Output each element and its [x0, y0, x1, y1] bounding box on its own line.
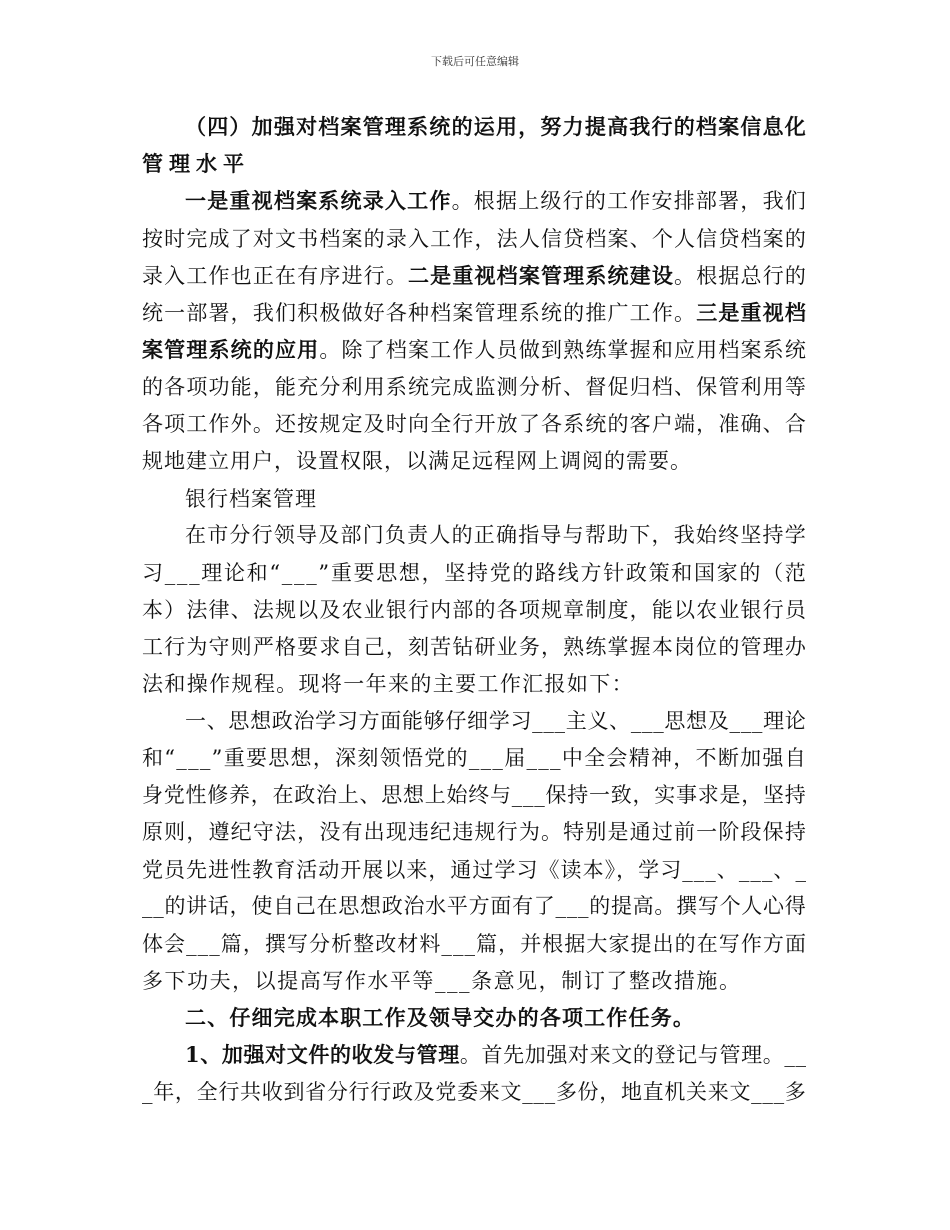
- text-segment: 。根据上级行的工作安排部署，我们: [451, 189, 808, 213]
- text-segment: 习___理论和“___”重要思想，坚持党的路线方针政策和国家的（范: [142, 561, 808, 585]
- text-segment: 在市分行领导及部门负责人的正确指导与帮助下，我始终坚持学: [185, 523, 807, 547]
- text-segment: 1、加强对文件的收发与管理: [185, 1042, 460, 1067]
- text-segment: 体会___篇，撰写分析整改材料___篇，并根据大家提出的在写作方面: [142, 932, 808, 956]
- text-segment: 统一部署，我们积极做好各种档案管理系统的推广工作。: [142, 301, 697, 325]
- text-line: [142, 375, 807, 399]
- text-line: [142, 152, 250, 176]
- text-segment: 党员先进性教育活动开展以来，通过学习《读本》，学习___、___、_: [142, 858, 807, 882]
- text-line: [142, 672, 634, 696]
- text-segment: 一、思想政治学习方面能够仔细学习___主义、___思想及___理论: [185, 709, 807, 733]
- text-segment: 管理水平: [142, 151, 250, 176]
- text-segment: 。首先加强对来文的登记与管理。__: [459, 1043, 807, 1067]
- text-segment: 一是重视档案系统录入工作: [185, 188, 452, 213]
- text-line: [142, 894, 807, 918]
- text-line: [185, 189, 807, 213]
- text-line: [142, 969, 742, 993]
- text-line: [185, 1043, 807, 1067]
- text-line: [185, 115, 807, 139]
- text-segment: 工行为守则严格要求自己，刻苦钻研业务，熟练掌握本岗位的管理办: [142, 635, 808, 659]
- text-segment: 录入工作也正在有序进行。: [142, 264, 409, 288]
- text-segment: 身党性修养，在政治上、思想上始终与___保持一致，实事求是，坚持: [142, 783, 807, 807]
- text-line: [142, 1080, 807, 1104]
- text-segment: 原则，遵纪守法，没有出现违纪违规行为。特别是通过前一阶段保持: [142, 820, 808, 844]
- text-line: [142, 301, 807, 325]
- text-segment: __的讲话，使自己在思想政治水平方面有了___的提高。撰写个人心得: [142, 894, 807, 918]
- text-line: [185, 709, 807, 733]
- text-line: [142, 264, 807, 288]
- text-line: [185, 487, 317, 511]
- text-segment: 各项工作外。还按规定及时向全行开放了各系统的客户端，准确、合: [142, 412, 808, 436]
- text-line: [142, 932, 807, 956]
- text-line: [142, 227, 807, 251]
- text-segment: （四）加强对档案管理系统的运用，努力提高我行的档案信息化: [185, 114, 807, 139]
- text-line: [142, 783, 807, 807]
- text-segment: 三是重视档: [696, 300, 808, 325]
- text-line: [142, 635, 807, 659]
- text-segment: 多下功夫，以提高写作水平等___条意见，制订了整改措施。: [142, 969, 742, 993]
- text-segment: 本）法律、法规以及农业银行内部的各项规章制度，能以农业银行员: [142, 598, 808, 622]
- text-line: [185, 523, 807, 547]
- text-line: [185, 1006, 695, 1030]
- text-segment: 二是重视档案管理系统建设: [408, 263, 675, 288]
- text-segment: 和“___”重要思想，深刻领悟党的___届___中全会精神，不断加强自: [142, 746, 807, 770]
- text-line: [142, 412, 807, 436]
- text-segment: 法和操作规程。现将一年来的主要工作汇报如下：: [142, 672, 635, 696]
- text-segment: 案管理系统的应用: [142, 337, 320, 362]
- text-segment: 按时完成了对文书档案的录入工作，法人信贷档案、个人信贷档案的: [142, 227, 808, 251]
- text-segment: 二、仔细完成本职工作及领导交办的各项工作任务。: [185, 1005, 695, 1030]
- text-segment: 。根据总行的: [674, 264, 808, 288]
- text-line: [142, 746, 807, 770]
- text-segment: 的各项功能，能充分利用系统完成监测分析、督促归档、保管利用等: [142, 375, 808, 399]
- text-line: [142, 561, 807, 585]
- text-line: [142, 449, 692, 473]
- text-segment: 。除了档案工作人员做到熟练掌握和应用档案系统: [319, 338, 808, 362]
- text-line: [142, 598, 807, 622]
- text-segment: _年，全行共收到省分行行政及党委来文___多份，地直机关来文___多: [142, 1080, 807, 1104]
- text-line: [142, 858, 807, 882]
- page-header: 下载后可任意编辑: [431, 55, 519, 68]
- text-segment: 银行档案管理: [185, 487, 317, 511]
- text-line: [142, 338, 807, 362]
- text-line: [142, 820, 807, 844]
- text-segment: 规地建立用户，设置权限，以满足远程网上调阅的需要。: [142, 449, 692, 473]
